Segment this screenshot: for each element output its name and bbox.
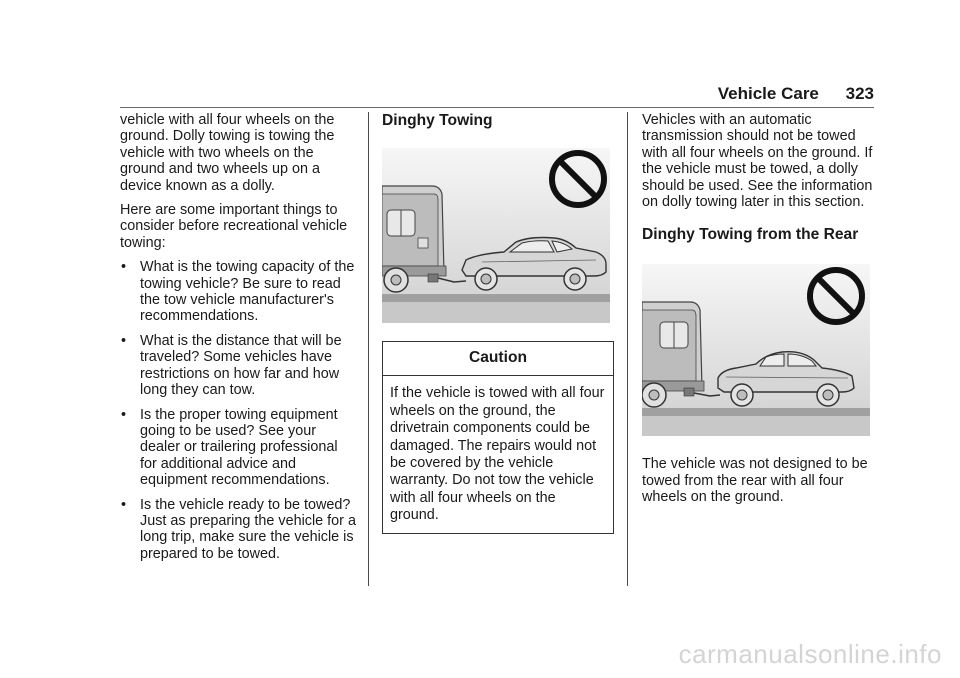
paragraph: Here are some important things to consider before recreational vehicle towing:: [120, 202, 348, 251]
page-number: 323: [845, 84, 874, 103]
column-divider: [368, 112, 369, 586]
bullet-icon: •: [121, 259, 127, 276]
list-item: [120, 259, 358, 325]
bullet-icon: •: [121, 332, 127, 349]
dinghy-towing-rear-illustration: [642, 264, 870, 436]
motorhome: [642, 302, 704, 407]
list-item: [120, 333, 358, 399]
list-item-text: What is the distance that will be traveled? Some vehicles have restrictions on how far and how long they can tow.: [140, 332, 342, 399]
section-heading: Dinghy Towing: [382, 112, 493, 129]
list-item-text: What is the towing capacity of the towing vehicle? Be sure to read the tow vehicle manufacturer's recommendations.: [140, 259, 355, 325]
motorhome: [382, 186, 446, 292]
caution-text: If the vehicle is towed with all four wheels on the ground, the drivetrain components could be damaged. The repairs would not be covered by the vehicle warranty. Do not tow the vehicle with all four wheels on the ground.: [390, 385, 605, 524]
section-title: Vehicle Care: [717, 84, 819, 103]
header-rule: [120, 107, 874, 108]
section-heading: Dinghy Towing from the Rear: [642, 226, 859, 244]
paragraph: The vehicle was not designed to be towed from the rear with all four wheels on the ground.: [642, 456, 868, 506]
bullet-list: [120, 259, 358, 562]
column-divider: [627, 112, 628, 586]
paragraph: vehicle with all four wheels on the ground. Dolly towing is towing the vehicle with two wheels on the ground and two wheels up on a device known as a dolly.: [120, 112, 335, 194]
caution-title: Caution: [383, 342, 613, 376]
paragraph: Vehicles with an automatic transmission should not be towed with all four wheels on the ground. If the vehicle must be towed, a dolly should be used. See the information on dolly towing later in this section.: [642, 112, 873, 211]
caution-box: [382, 341, 614, 534]
column-1: [120, 112, 358, 570]
list-item-text: Is the vehicle ready to be towed? Just as preparing the vehicle for a long trip, make sure the vehicle is prepared to be towed.: [140, 496, 356, 562]
bullet-icon: •: [121, 406, 127, 423]
watermark: carmanualsonline.info: [678, 639, 942, 669]
bullet-icon: •: [121, 496, 127, 513]
page-header: [718, 84, 874, 104]
column-3: [642, 112, 876, 514]
list-item-text: Is the proper towing equipment going to be used? See your dealer or trailering professional for additional advice and equipment recommendations.: [140, 406, 338, 489]
column-2: [382, 112, 614, 534]
list-item: [120, 497, 358, 563]
list-item: [120, 407, 358, 489]
dinghy-towing-illustration: [382, 148, 610, 323]
